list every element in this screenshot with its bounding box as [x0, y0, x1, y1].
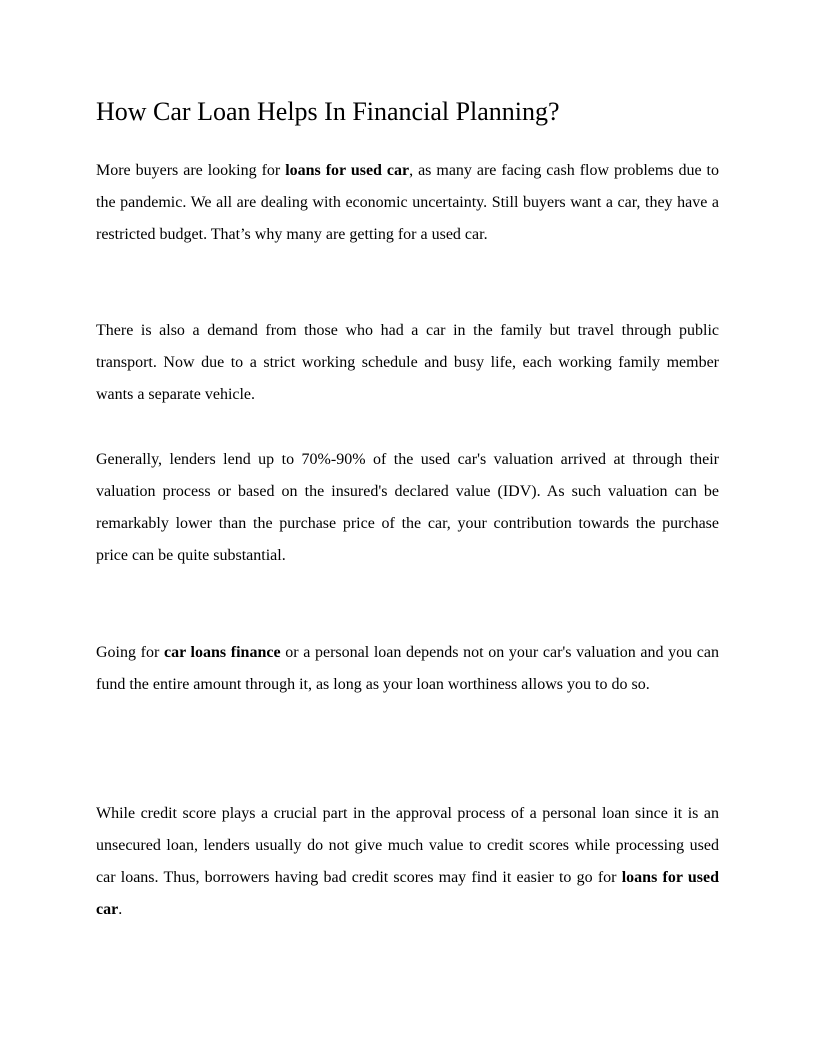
- loans-for-used-car-keyword: loans for used car: [285, 162, 410, 179]
- paragraph-4-text-b: or a personal loan depends not on your car's valuation and you can fund the entire amount through it, as long as your loan worthiness allows you to do so.: [96, 644, 719, 693]
- paragraph-3: Generally, lenders lend up to 70%-90% of the used car's valuation arrived at through their valuation process or based on the insured's declared value (IDV). As such valuation can be remarkably lower than the purchase price of the car, your contribution towards the purchase price can be quite substantial.: [96, 451, 719, 564]
- car-loans-finance-keyword: car loans finance: [163, 644, 281, 661]
- paragraph-4-text-a: Going for: [96, 644, 164, 661]
- paragraph-1-text-a: More buyers are looking for: [96, 162, 286, 179]
- paragraph-1-text-b: , as many are facing cash flow problems due to the pandemic. We all are dealing with economic uncertainty. Still buyers want a car, they have a restricted budget. That’s why many are getting for a used car.: [96, 162, 720, 243]
- paragraph-4: [96, 637, 719, 701]
- paragraph-5-text-b: .: [118, 901, 123, 918]
- paragraph-5: [96, 798, 719, 926]
- paragraph-2: There is also a demand from those who had a car in the family but travel through public transport. Now due to a strict working schedule and busy life, each working family member wants a separate vehicle.: [96, 322, 719, 403]
- paragraph-5-text-a: While credit score plays a crucial part in the approval process of a personal loan since it is an unsecured loan, lenders usually do not give much value to credit scores while processing used car loans. Thus, borrowers having bad credit scores may find it easier to go for: [96, 805, 719, 886]
- page-title: How Car Loan Helps In Financial Planning?: [96, 97, 560, 126]
- loans-for-used-car-keyword-2: loans for used car: [96, 869, 719, 918]
- paragraph-1: [96, 155, 719, 251]
